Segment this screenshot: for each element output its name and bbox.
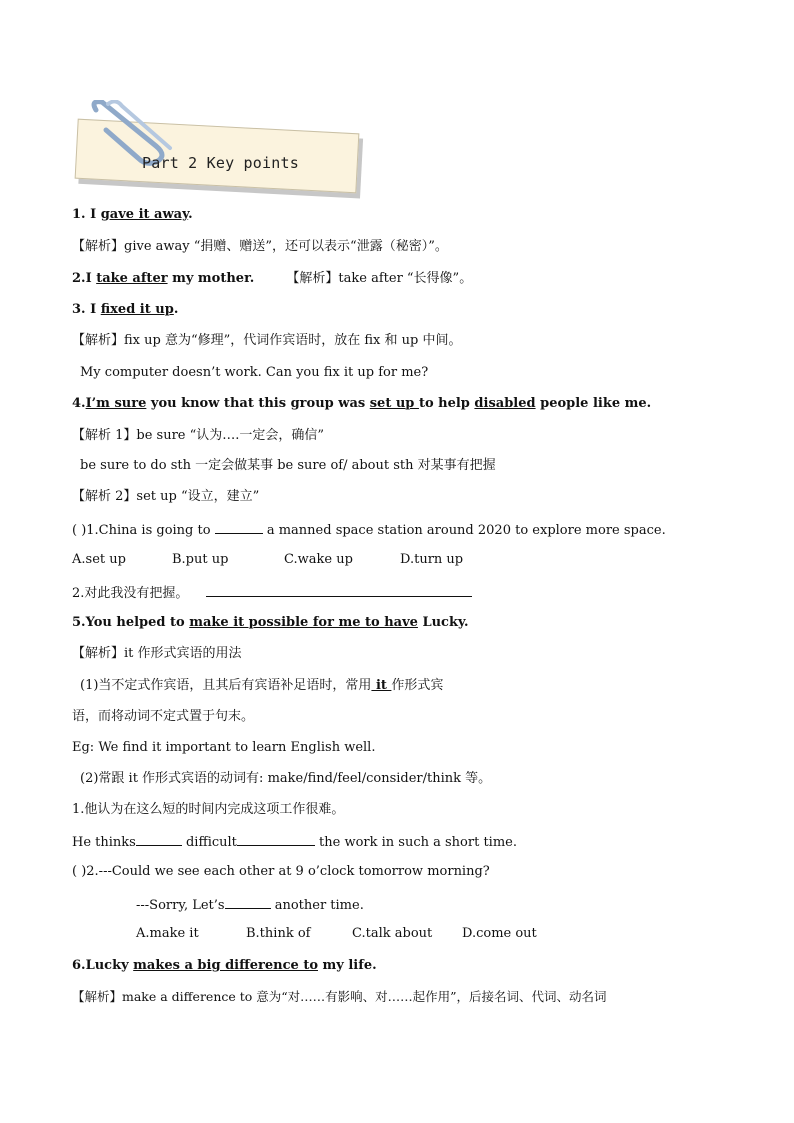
item-4-mid2: to help	[418, 396, 475, 411]
item-5-rule-2: (2)常跟 it 作形式宾语的动词有: make/find/feel/consider/think 等。	[80, 771, 492, 786]
item-3	[72, 301, 178, 319]
item-4-key-setup: set up	[369, 396, 419, 411]
item-5-rule-1-end: 作形式宾	[391, 678, 444, 693]
answer-blank[interactable]	[136, 832, 182, 846]
item-4	[72, 395, 651, 413]
item-2-key: take after	[96, 271, 168, 286]
option-c: C.wake up	[284, 552, 353, 567]
item-6-note: 【解析】make a difference to 意为“对……有影响、对……起作用”，后接名词、代词、动名词	[72, 989, 607, 1004]
item-5-q1-en-a: He thinks	[72, 835, 136, 850]
item-4-question-2	[72, 583, 472, 603]
item-1-end: .	[188, 207, 193, 222]
item-3-example: My computer doesn’t work. Can you fix it up for me?	[80, 365, 429, 380]
item-5-rule-1-it: it	[371, 678, 392, 693]
item-5-end: Lucky.	[417, 615, 469, 630]
option-a: A.set up	[72, 552, 126, 567]
item-6-number: 6.Lucky	[72, 958, 134, 973]
item-4-key-sure: I’m sure	[85, 396, 147, 411]
section-banner	[72, 100, 368, 196]
item-5-number: 5.You helped to	[72, 615, 190, 630]
option-b: B.put up	[172, 552, 229, 567]
answer-blank[interactable]	[206, 583, 472, 597]
option-c: C.talk about	[352, 926, 433, 941]
item-4-mid1: you know that this group was	[146, 396, 370, 411]
answer-blank[interactable]	[215, 520, 263, 534]
item-1	[72, 206, 193, 224]
option-d: D.come out	[462, 926, 537, 941]
item-4-key-disabled: disabled	[474, 396, 536, 411]
item-5-q1-en-b: difficult	[181, 835, 237, 850]
item-4-number: 4.	[72, 396, 86, 411]
option-a: A.make it	[136, 926, 199, 941]
item-4-note-2: 【解析 2】set up “设立，建立”	[72, 489, 260, 504]
item-4-note-1: 【解析 1】be sure “认为….一定会，确信”	[72, 428, 325, 443]
item-4-question-1	[72, 520, 666, 540]
item-2-number: 2.I	[72, 271, 97, 286]
item-3-key: fixed it up	[100, 302, 174, 317]
item-1-key: gave it away	[100, 207, 189, 222]
item-5-rule-1	[80, 677, 443, 695]
item-6	[72, 957, 377, 975]
item-3-note: 【解析】fix up 意为“修理”，代词作宾语时，放在 fix 和 up 中间。	[72, 333, 462, 348]
item-5-q1-en-c: the work in such a short time.	[314, 835, 517, 850]
item-5-q2-reply-a: ---Sorry, Let’s	[136, 898, 225, 913]
item-5-q2-reply-b: another time.	[270, 898, 364, 913]
item-5-question-2-reply	[136, 895, 364, 915]
item-2-rest: my mother.	[167, 271, 255, 286]
item-5	[72, 614, 469, 632]
item-2-note: 【解析】take after “长得像”。	[286, 271, 473, 286]
item-3-end: .	[173, 302, 179, 317]
item-4-q1-text: ( )1.China is going to	[72, 523, 215, 538]
item-1-number: 1. I	[72, 207, 101, 222]
item-5-question-2: ( )2.---Could we see each other at 9 o’clock tomorrow morning?	[72, 864, 490, 879]
item-2	[72, 270, 472, 288]
item-4-end: people like me.	[535, 396, 652, 411]
item-4-note-1b: be sure to do sth 一定会做某事 be sure of/ about sth 对某事有把握	[80, 458, 496, 473]
item-4-q2-text: 2.对此我没有把握。	[72, 586, 189, 601]
answer-blank[interactable]	[225, 895, 271, 909]
item-5-rule-1-text: (1)当不定式作宾语，且其后有宾语补足语时，常用	[80, 678, 372, 693]
item-3-number: 3. I	[72, 302, 101, 317]
item-5-example: Eg: We find it important to learn English well.	[72, 740, 376, 755]
banner-title: Part 2 Key points	[142, 154, 299, 172]
option-b: B.think of	[246, 926, 311, 941]
item-6-end: my life.	[318, 958, 377, 973]
item-5-question-1: 1.他认为在这么短的时间内完成这项工作很难。	[72, 802, 345, 817]
option-d: D.turn up	[400, 552, 464, 567]
item-5-rule-1b: 语，而将动词不定式置于句末。	[72, 709, 255, 724]
item-5-question-1-en	[72, 832, 517, 852]
answer-blank[interactable]	[237, 832, 315, 846]
item-6-key: makes a big difference to	[133, 958, 318, 973]
item-5-key: make it possible for me to have	[189, 615, 418, 630]
item-1-note: 【解析】give away “捐赠、赠送”，还可以表示“泄露（秘密）”。	[72, 239, 448, 254]
item-4-q1-text-end: a manned space station around 2020 to explore more space.	[262, 523, 666, 538]
item-5-note: 【解析】it 作形式宾语的用法	[72, 646, 242, 661]
